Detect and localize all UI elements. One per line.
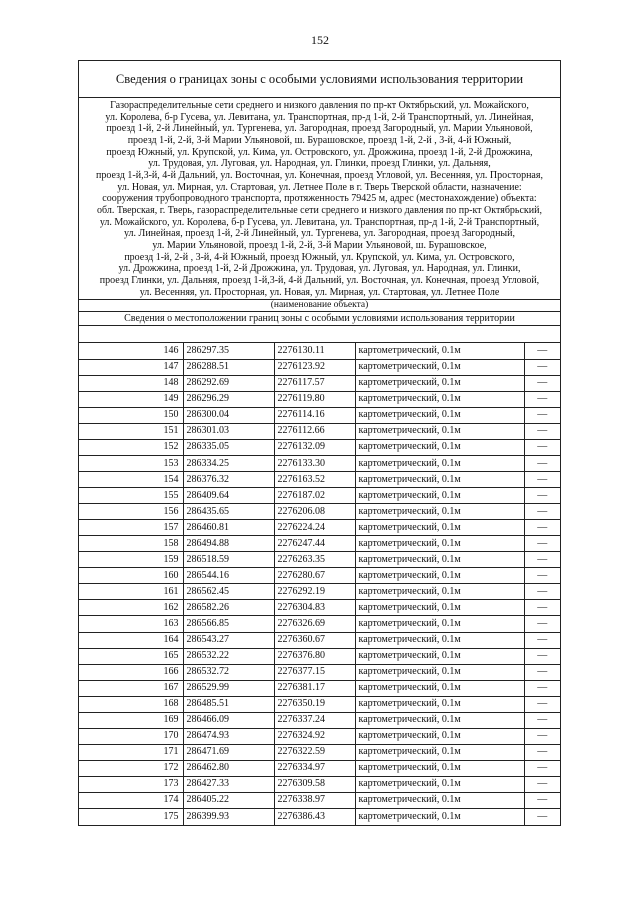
description-cell: — (524, 439, 560, 455)
description-line: ул. Весенняя, ул. Просторная, ул. Новая, ул. Мирная, ул. Стартовая, ул. Летнее Поле (139, 286, 500, 298)
table-row (79, 423, 560, 439)
method-accuracy-cell: картометрический, 0.1м (355, 600, 524, 616)
y-coordinate-cell: 2276280.67 (274, 568, 355, 584)
method-accuracy-cell: картометрический, 0.1м (355, 488, 524, 504)
object-name-caption: (наименование объекта) (79, 300, 560, 312)
x-coordinate-cell: 286532.72 (183, 664, 274, 680)
y-coordinate-cell: 2276292.19 (274, 584, 355, 600)
table-row (79, 391, 560, 407)
table-row (79, 536, 560, 552)
description-cell: — (524, 696, 560, 712)
method-accuracy-cell: картометрический, 0.1м (355, 664, 524, 680)
method-accuracy-cell: картометрический, 0.1м (355, 520, 524, 536)
description-line: ул. Марии Ульяновой, проезд 1-й, 2-й, 3-й Марии Ульяновой, ш. Бурашовское, (152, 239, 487, 251)
y-coordinate-cell: 2276322.59 (274, 744, 355, 760)
table-row (79, 809, 560, 825)
point-number-cell: 172 (79, 760, 183, 776)
point-number-cell: 156 (79, 504, 183, 520)
x-coordinate-cell: 286376.32 (183, 472, 274, 488)
y-coordinate-cell: 2276224.24 (274, 520, 355, 536)
x-coordinate-cell: 286409.64 (183, 488, 274, 504)
table-row (79, 600, 560, 616)
table-row (79, 375, 560, 391)
description-cell: — (524, 391, 560, 407)
x-coordinate-cell: 286518.59 (183, 552, 274, 568)
y-coordinate-cell: 2276376.80 (274, 648, 355, 664)
y-coordinate-cell: 2276114.16 (274, 407, 355, 423)
y-coordinate-cell: 2276381.17 (274, 680, 355, 696)
table-row (79, 472, 560, 488)
description-line: проезд 1-й, 2-й Линейный, ул. Тургенева, ул. Загородная, проезд Загородный, ул. Марии Ульяновой, (106, 123, 533, 135)
page-number: 152 (311, 33, 329, 47)
description-cell: — (524, 488, 560, 504)
method-accuracy-cell: картометрический, 0.1м (355, 407, 524, 423)
x-coordinate-cell: 286566.85 (183, 616, 274, 632)
method-accuracy-cell: картометрический, 0.1м (355, 343, 524, 359)
point-number-cell: 161 (79, 584, 183, 600)
method-accuracy-cell: картометрический, 0.1м (355, 359, 524, 375)
y-coordinate-cell: 2276350.19 (274, 696, 355, 712)
table-row (79, 744, 560, 760)
x-coordinate-cell: 286435.65 (183, 504, 274, 520)
x-coordinate-cell: 286494.88 (183, 536, 274, 552)
table-row (79, 632, 560, 648)
description-line: проезд 1-й,3-й, 4-й Дальний, ул. Восточная, ул. Конечная, проезд Угловой, ул. Весенняя, ул. Просторная, (96, 169, 543, 181)
x-coordinate-cell: 286399.93 (183, 809, 274, 825)
y-coordinate-cell: 2276377.15 (274, 664, 355, 680)
y-coordinate-cell: 2276163.52 (274, 472, 355, 488)
coordinates-table-body (79, 343, 560, 824)
x-coordinate-cell: 286471.69 (183, 744, 274, 760)
description-cell: — (524, 584, 560, 600)
y-coordinate-cell: 2276119.80 (274, 391, 355, 407)
description-cell: — (524, 776, 560, 792)
method-accuracy-cell: картометрический, 0.1м (355, 504, 524, 520)
point-number-cell: 174 (79, 792, 183, 808)
method-accuracy-cell: картометрический, 0.1м (355, 712, 524, 728)
y-coordinate-cell: 2276309.58 (274, 776, 355, 792)
boundary-info-form (78, 60, 561, 826)
description-cell: — (524, 375, 560, 391)
y-coordinate-cell: 2276247.44 (274, 536, 355, 552)
y-coordinate-cell: 2276334.97 (274, 760, 355, 776)
form-title: Сведения о границах зоны с особыми условиями использования территории (79, 61, 560, 98)
description-cell: — (524, 728, 560, 744)
description-cell: — (524, 536, 560, 552)
description-cell: — (524, 455, 560, 471)
y-coordinate-cell: 2276337.24 (274, 712, 355, 728)
description-line: проезд 1-й, 2-й , 3-й, 4-й Южный, проезд Южный, ул. Крупской, ул. Кима, ул. Островского, (124, 251, 515, 263)
description-line: ул. Новая, ул. Мирная, ул. Стартовая, ул. Летнее Поле в г. Тверь Тверской области, назначение: (117, 181, 522, 193)
method-accuracy-cell: картометрический, 0.1м (355, 792, 524, 808)
description-line: проезд Южный, ул. Крупской, ул. Кима, ул. Островского, ул. Дрожжина, проезд 1-й, 2-й Дрожжина, (106, 146, 533, 158)
point-number-cell: 173 (79, 776, 183, 792)
table-row (79, 584, 560, 600)
method-accuracy-cell: картометрический, 0.1м (355, 744, 524, 760)
y-coordinate-cell: 2276112.66 (274, 423, 355, 439)
description-cell: — (524, 552, 560, 568)
x-coordinate-cell: 286582.26 (183, 600, 274, 616)
y-coordinate-cell: 2276326.69 (274, 616, 355, 632)
x-coordinate-cell: 286532.22 (183, 648, 274, 664)
x-coordinate-cell: 286544.16 (183, 568, 274, 584)
method-accuracy-cell: картометрический, 0.1м (355, 680, 524, 696)
description-line: ул. Дрожжина, проезд 1-й, 2-й Дрожжина, ул. Трудовая, ул. Луговая, ул. Народная, ул. Глинки, (118, 263, 521, 275)
location-heading: Сведения о местоположении границ зоны с особыми условиями использования территории (79, 312, 560, 326)
table-row (79, 696, 560, 712)
method-accuracy-cell: картометрический, 0.1м (355, 375, 524, 391)
point-number-cell: 175 (79, 809, 183, 825)
x-coordinate-cell: 286427.33 (183, 776, 274, 792)
table-row (79, 648, 560, 664)
method-accuracy-cell: картометрический, 0.1м (355, 809, 524, 825)
table-row (79, 407, 560, 423)
method-accuracy-cell: картометрический, 0.1м (355, 696, 524, 712)
x-coordinate-cell: 286405.22 (183, 792, 274, 808)
point-number-cell: 155 (79, 488, 183, 504)
y-coordinate-cell: 2276386.43 (274, 809, 355, 825)
description-line: ул. Можайского, ул. Королева, б-р Гусева, ул. Левитана, ул. Транспортная, пр-д 1-й, 2-й Транспортный, (99, 216, 540, 228)
description-cell: — (524, 744, 560, 760)
description-line: ул. Линейная, проезд 1-й, 2-й Линейный, ул. Тургенева, ул. Загородная, проезд Загородный, (123, 228, 515, 240)
x-coordinate-cell: 286485.51 (183, 696, 274, 712)
point-number-cell: 165 (79, 648, 183, 664)
description-line: ул. Трудовая, ул. Луговая, ул. Народная, ул. Глинки, проезд Глинки, ул. Дальняя, (148, 158, 491, 170)
method-accuracy-cell: картометрический, 0.1м (355, 568, 524, 584)
table-row (79, 359, 560, 375)
method-accuracy-cell: картометрический, 0.1м (355, 632, 524, 648)
method-accuracy-cell: картометрический, 0.1м (355, 728, 524, 744)
table-row (79, 343, 560, 359)
point-number-cell: 160 (79, 568, 183, 584)
description-line: обл. Тверская, г. Тверь, газораспределительные сети среднего и низкого давления по пр-кт Октябрьский, (97, 204, 542, 216)
method-accuracy-cell: картометрический, 0.1м (355, 760, 524, 776)
point-number-cell: 146 (79, 343, 183, 359)
description-cell: — (524, 423, 560, 439)
point-number-cell: 167 (79, 680, 183, 696)
y-coordinate-cell: 2276133.30 (274, 455, 355, 471)
method-accuracy-cell: картометрический, 0.1м (355, 455, 524, 471)
y-coordinate-cell: 2276123.92 (274, 359, 355, 375)
point-number-cell: 158 (79, 536, 183, 552)
table-row (79, 712, 560, 728)
point-number-cell: 166 (79, 664, 183, 680)
method-accuracy-cell: картометрический, 0.1м (355, 648, 524, 664)
x-coordinate-cell: 286466.09 (183, 712, 274, 728)
description-cell: — (524, 809, 560, 825)
table-row (79, 568, 560, 584)
x-coordinate-cell: 286462.80 (183, 760, 274, 776)
x-coordinate-cell: 286301.03 (183, 423, 274, 439)
table-row (79, 520, 560, 536)
description-cell: — (524, 359, 560, 375)
point-number-cell: 148 (79, 375, 183, 391)
point-number-cell: 169 (79, 712, 183, 728)
method-accuracy-cell: картометрический, 0.1м (355, 439, 524, 455)
method-accuracy-cell: картометрический, 0.1м (355, 472, 524, 488)
point-number-cell: 153 (79, 455, 183, 471)
y-coordinate-cell: 2276324.92 (274, 728, 355, 744)
table-row (79, 728, 560, 744)
x-coordinate-cell: 286296.29 (183, 391, 274, 407)
x-coordinate-cell: 286297.35 (183, 343, 274, 359)
description-cell: — (524, 520, 560, 536)
point-number-cell: 149 (79, 391, 183, 407)
description-cell: — (524, 472, 560, 488)
table-row (79, 760, 560, 776)
method-accuracy-cell: картометрический, 0.1м (355, 616, 524, 632)
description-cell: — (524, 343, 560, 359)
description-cell: — (524, 632, 560, 648)
table-row (79, 488, 560, 504)
point-number-cell: 159 (79, 552, 183, 568)
table-row (79, 439, 560, 455)
point-number-cell: 152 (79, 439, 183, 455)
x-coordinate-cell: 286334.25 (183, 455, 274, 471)
x-coordinate-cell: 286335.05 (183, 439, 274, 455)
object-description (79, 98, 560, 300)
point-number-cell: 150 (79, 407, 183, 423)
method-accuracy-cell: картометрический, 0.1м (355, 391, 524, 407)
table-row (79, 455, 560, 471)
x-coordinate-cell: 286288.51 (183, 359, 274, 375)
description-line: проезд Глинки, ул. Дальняя, проезд 1-й,3-й, 4-й Дальний, ул. Восточная, ул. Конечная, проезд Угловой, (99, 274, 540, 286)
description-cell: — (524, 407, 560, 423)
description-cell: — (524, 792, 560, 808)
table-row (79, 664, 560, 680)
point-number-cell: 171 (79, 744, 183, 760)
point-number-cell: 151 (79, 423, 183, 439)
description-cell: — (524, 600, 560, 616)
x-coordinate-cell: 286529.99 (183, 680, 274, 696)
description-line: проезд 1-й, 2-й, 3-й Марии Ульяновой, ш. Бурашовское, проезд 1-й, 2-й , 3-й, 4-й Южный, (127, 134, 512, 146)
y-coordinate-cell: 2276206.08 (274, 504, 355, 520)
y-coordinate-cell: 2276130.11 (274, 343, 355, 359)
description-line: ул. Королева, б-р Гусева, ул. Левитана, ул. Транспортная, пр-д 1-й, 2-й Транспортный, ул. Линейная, (105, 111, 534, 123)
method-accuracy-cell: картометрический, 0.1м (355, 536, 524, 552)
point-number-cell: 162 (79, 600, 183, 616)
table-row (79, 680, 560, 696)
description-cell: — (524, 568, 560, 584)
point-number-cell: 157 (79, 520, 183, 536)
table-row (79, 552, 560, 568)
description-cell: — (524, 760, 560, 776)
y-coordinate-cell: 2276338.97 (274, 792, 355, 808)
method-accuracy-cell: картометрический, 0.1м (355, 776, 524, 792)
y-coordinate-cell: 2276117.57 (274, 375, 355, 391)
point-number-cell: 170 (79, 728, 183, 744)
description-cell: — (524, 680, 560, 696)
y-coordinate-cell: 2276132.09 (274, 439, 355, 455)
x-coordinate-cell: 286300.04 (183, 407, 274, 423)
point-number-cell: 154 (79, 472, 183, 488)
x-coordinate-cell: 286543.27 (183, 632, 274, 648)
description-cell: — (524, 712, 560, 728)
method-accuracy-cell: картометрический, 0.1м (355, 423, 524, 439)
y-coordinate-cell: 2276263.35 (274, 552, 355, 568)
coordinates-table (79, 343, 560, 824)
y-coordinate-cell: 2276304.83 (274, 600, 355, 616)
table-row (79, 504, 560, 520)
point-number-cell: 163 (79, 616, 183, 632)
table-row (79, 616, 560, 632)
table-row (79, 776, 560, 792)
point-number-cell: 164 (79, 632, 183, 648)
header-spacer-row (79, 326, 560, 343)
description-line: сооружения трубопроводного транспорта, протяженность 79425 м, адрес (местонахождение) объекта: (102, 193, 537, 205)
x-coordinate-cell: 286292.69 (183, 375, 274, 391)
y-coordinate-cell: 2276187.02 (274, 488, 355, 504)
description-cell: — (524, 616, 560, 632)
table-row (79, 792, 560, 808)
x-coordinate-cell: 286474.93 (183, 728, 274, 744)
description-line: Газораспределительные сети среднего и низкого давления по пр-кт Октябрьский, ул. Можайского, (110, 100, 529, 111)
description-cell: — (524, 664, 560, 680)
method-accuracy-cell: картометрический, 0.1м (355, 584, 524, 600)
point-number-cell: 147 (79, 359, 183, 375)
point-number-cell: 168 (79, 696, 183, 712)
description-cell: — (524, 648, 560, 664)
x-coordinate-cell: 286460.81 (183, 520, 274, 536)
x-coordinate-cell: 286562.45 (183, 584, 274, 600)
description-cell: — (524, 504, 560, 520)
y-coordinate-cell: 2276360.67 (274, 632, 355, 648)
method-accuracy-cell: картометрический, 0.1м (355, 552, 524, 568)
